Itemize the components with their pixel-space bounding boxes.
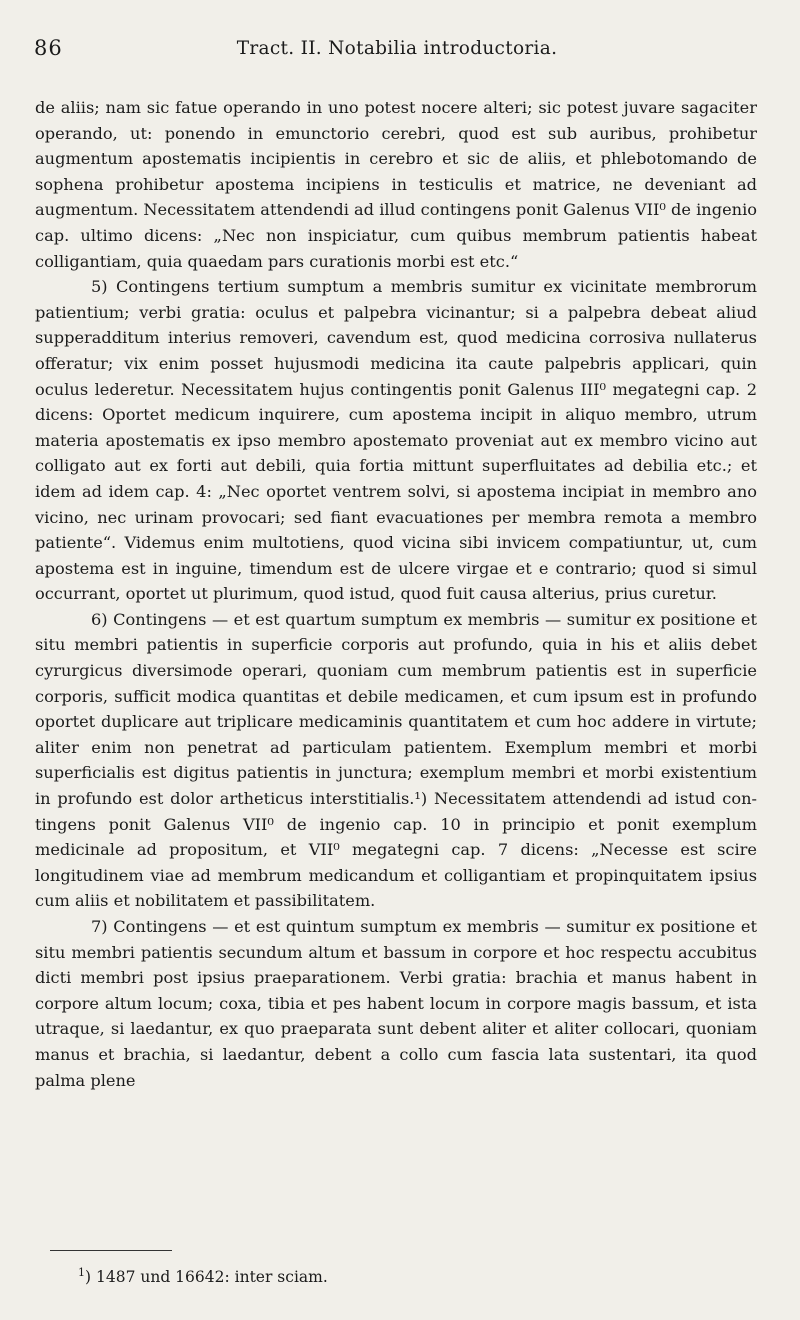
- running-title: Tract. II. Notabilia introductoria.: [236, 38, 558, 59]
- page-number: 86: [34, 36, 63, 60]
- page-header: [34, 36, 760, 66]
- main-text: [35, 95, 757, 1093]
- footnote-text: 1487 und 16642: inter sciam.: [95, 1268, 328, 1286]
- footnote-divider: [50, 1250, 172, 1251]
- paragraph-7: 7) Contingens — et est quintum sumptum ex membris — sumitur ex positione et situ membri patientis secundum altum et bassum in corpore et hoc respectu accubitus dicti membri post ipsius praeparationem. Verbi gratia: brachia et manus habent in corpore altum locum; coxa, tibia et pes habent locum in corpore magis bassum, et ista utraque, si laedantur, ex quo praeparata sunt debent aliter et aliter collocari, quoniam manus et brachia, si laedantur, debent a collo cum fascia lata sustentari, ita quod palma plene: [35, 917, 757, 1090]
- paragraph-6: 6) Contingens — et est quartum sumptum ex membris — sumitur ex positione et situ membri patientis in superficie corporis aut profundo, quia in his et aliis debet cyrurgicus diversimode operari, quoniam cum membrum patientis est in superficie corporis, sufficit modica quantitas et debile medicamen, et cum ipsum est in profundo oportet duplicare aut triplicare medicaminis quantitatem et cum hoc addere in virtute; aliter enim non penetrat ad particulam patientem. Exemplum membri et morbi superficialis est digitus patientis in junctura; exemplum membri et morbi existentium in profundo est dolor artheticus interstitialis.¹) Necessitatem attendendi ad istud contingens ponit Galenus VII⁰ de ingenio cap. 10 in principio et ponit exemplum medicinale ad propositum, et VII⁰ megategni cap. 7 dicens: „Necesse est scire longitudinem viae ad membrum medicandum et colligantiam et propinquitatem ipsius cum aliis et nobilitatem et passibilitatem.: [35, 609, 757, 911]
- paragraph-continuation: de aliis; nam sic fatue operando in uno potest nocere alteri; sic potest juvare sagaciter operando, ut: ponendo in emunctorio cerebri, quod est sub auribus, prohibetur augmentum apostematis incipientis in cerebro et sic de aliis, et phlebotomando de sophena prohibetur apostema incipiens in testiculis et matrice, ne deveniant ad augmentum. Necessitatem attendendi ad illud contingens ponit Galenus VII⁰ de ingenio cap. ultimo dicens: „Nec non inspiciatur, cum quibus membrum patientis habeat colligantiam, quia quaedam pars curationis morbi est etc.“: [35, 98, 757, 271]
- footnote: $^1$) 1487 und 16642: inter sciam.: [78, 1265, 328, 1286]
- footnote-marker: 1: [78, 1265, 85, 1279]
- paragraph-5: 5) Contingens tertium sumptum a membris sumitur ex vicinitate membrorum patientium; verbi gratia: oculus et palpebra vicinantur; si a palpebra debeat aliud supperadditum interius removeri, cavendum est, quod medicina corrosiva nullaterus offeratur; vix enim posset hujusmodi medicina ita caute palpebris applicari, quin oculus lederetur. Necessitatem hujus contingentis ponit Galenus III⁰ megategni cap. 2 dicens: Oportet medicum inquirere, cum apostema incipit in aliquo membro, utrum materia apostematis ex ipso membro apostemato proveniat aut ex membro vicino aut colligato aut ex forti aut debili, quia fortia mittunt superfluitates ad debilia etc.; et idem ad idem cap. 4: „Nec oportet ventrem solvi, si apostema incipiat in membro ano vicino, nec urinam provocari; sed fiant evacuationes per membra remota a membro patiente“. Videmus enim multotiens, quod vicina sibi invicem compatiuntur, ut, cum apostema est in inguine, timendum est de ulcere virgae et e contrario; quod si simul occurrant, oportet ut plurimum, quod istud, quod fuit causa alterius, prius curetur.: [35, 277, 757, 604]
